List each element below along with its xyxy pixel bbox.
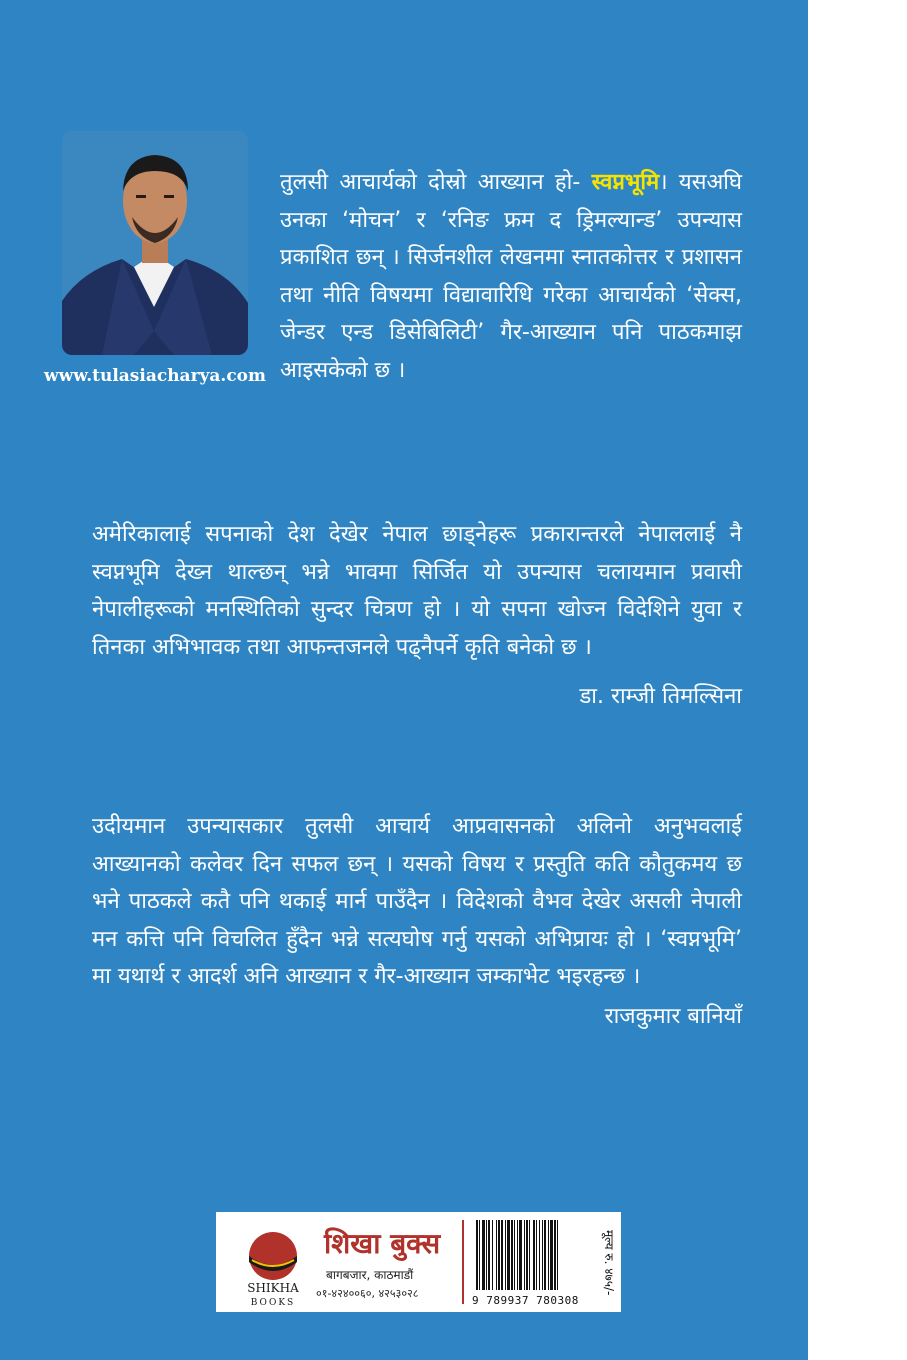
author-website: www.tulasiacharya.com	[44, 366, 267, 386]
publisher-box	[216, 1212, 621, 1312]
publisher-address: बागबजार, काठमाडौं	[326, 1268, 414, 1282]
bio-text: तुलसी आचार्यको दोस्रो आख्यान हो-	[280, 170, 592, 195]
author-bio	[280, 164, 742, 389]
author-photo	[62, 131, 248, 355]
isbn-number: 9 789937 780308	[472, 1294, 579, 1307]
price-label: मूल्य रु. ४७५/-	[602, 1230, 616, 1296]
publisher-phone: ०१-४२४००६०, ४२५३०२८	[316, 1287, 419, 1300]
review-1-author: डा. राम्जी तिमल्सिना	[579, 684, 742, 709]
publisher-name: शिखा बुक्स	[324, 1227, 441, 1260]
bio-text-continued: । यसअघि उनका ‘मोचन’ र ‘रनिङ फ्रम द ड्रिमल्यान्ड’ उपन्यास प्रकाशित छन् । सिर्जनशील लेखनमा स्नातकोत्तर र प्रशासन तथा नीति विषयमा विद्यावारिधि गरेका आचार्यको ‘सेक्स, जेन्डर एन्ड डिसेबिलिटी’ गैर-आख्यान पनि पाठकमाझ आइसकेको छ ।	[280, 170, 742, 383]
review-1-text: अमेरिकालाई सपनाको देश देखेर नेपाल छाड्नेहरू प्रकारान्तरले नेपाललाई नै स्वप्नभूमि देख्न थाल्छन् भन्ने भावमा सिर्जित यो उपन्यास चलायमान प्रवासी नेपालीहरूको मनस्थितिको सुन्दर चित्रण हो । यो सपना खोज्न विदेशिने युवा र तिनका अभिभावक तथा आफन्तजनले पढ्नैपर्ने कृति बनेको छ ।	[92, 522, 742, 660]
review-2-text: उदीयमान उपन्यासकार तुलसी आचार्य आप्रवासनको अलिनो अनुभवलाई आख्यानको कलेवर दिन सफल छन् । यसको विषय र प्रस्तुति कति कौतुकमय छ भने पाठकले कतै पनि थकाई मार्न पाउँदैन । विदेशको वैभव देखेर असली नेपाली मन कत्ति पनि विचलित हुँदैन भन्ने सत्यघोष गर्नु यसको अभिप्रायः हो । ‘स्वप्नभूमि’ मा यथार्थ र आदर्श अनि आख्यान र गैर-आख्यान जम्काभेट भइरहन्छ ।	[92, 814, 742, 989]
publisher-logo-subtext: BOOKS	[250, 1298, 296, 1308]
book-title-highlight: स्वप्नभूमि	[591, 170, 660, 195]
isbn-barcode	[474, 1218, 592, 1292]
publisher-logo-text: SHIKHA	[247, 1281, 299, 1295]
publisher-logo	[230, 1226, 316, 1308]
review-2-author: राजकुमार बानियाँ	[604, 1004, 742, 1029]
divider	[462, 1220, 464, 1304]
